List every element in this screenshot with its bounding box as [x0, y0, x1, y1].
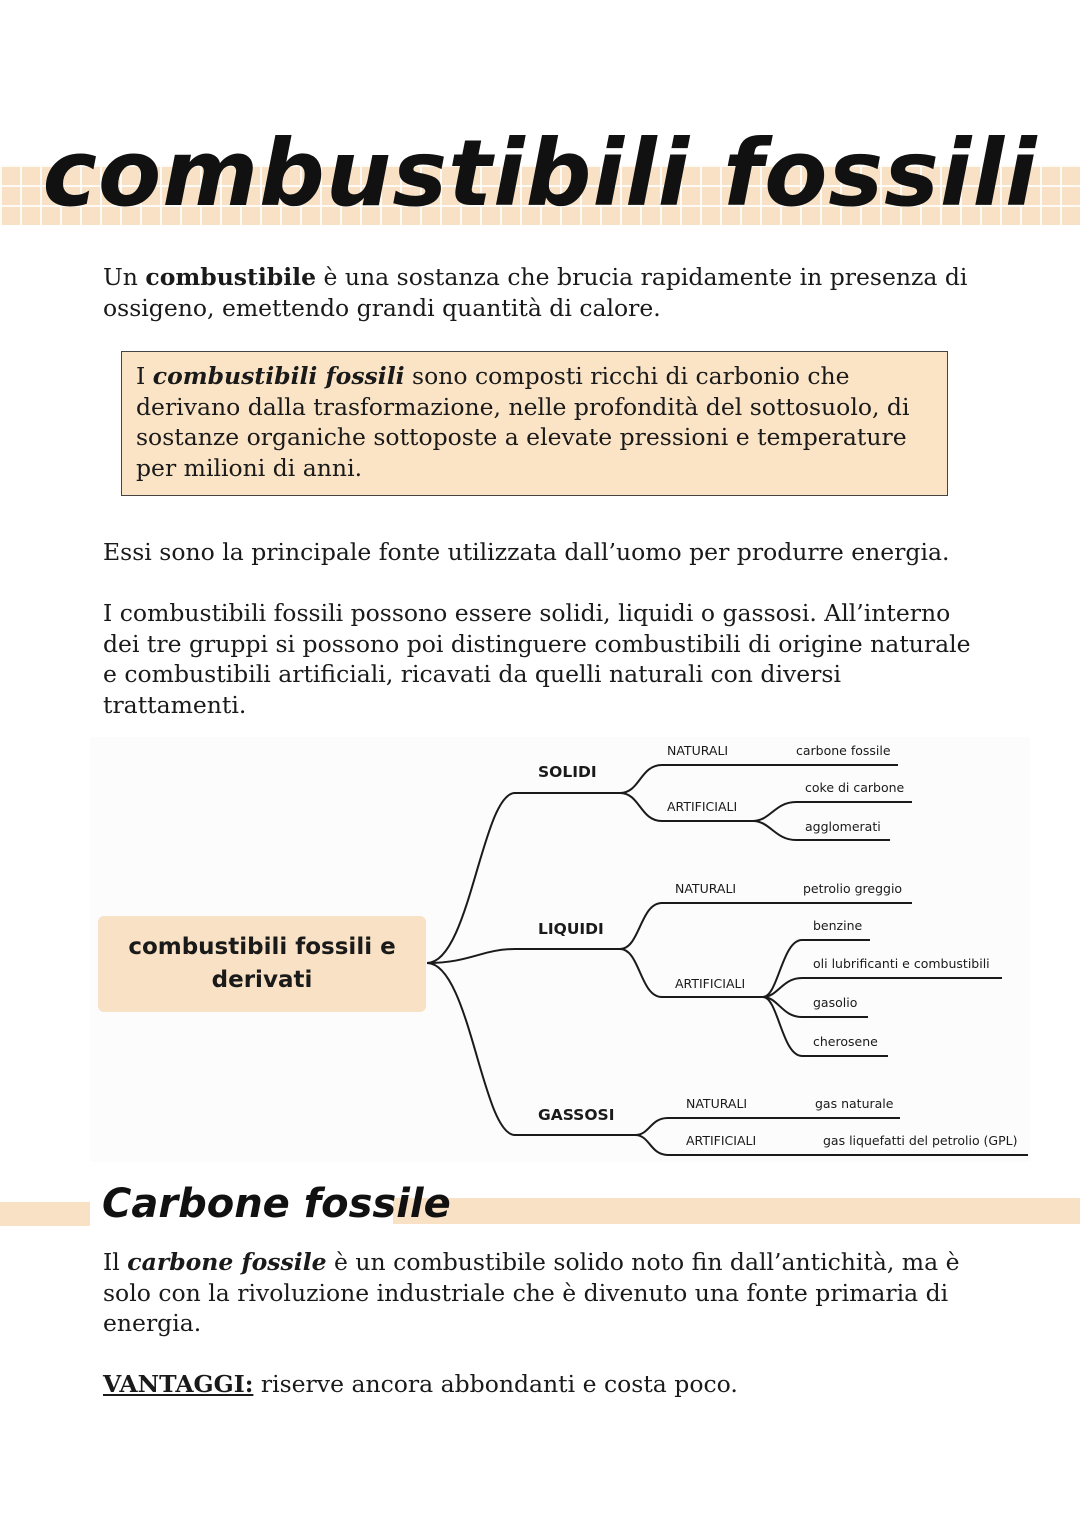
branch-liquidi-naturali: [620, 903, 662, 949]
branch-solidi-artificiali: [620, 793, 662, 821]
branch-coke: [753, 802, 796, 821]
definition-term: combustibili fossili: [152, 362, 405, 390]
branch-root-solidi: [427, 793, 515, 963]
intro-term: combustibile: [145, 263, 317, 291]
label-liquidi-naturali: NATURALI: [675, 881, 737, 896]
leaf-oli-lubrificanti: oli lubrificanti e combustibili: [813, 956, 990, 971]
carbone-suffix: è un combustibile solido noto fin dall’antichità, ma è solo con la rivoluzione industriale che è divenuto una fonte primaria di energia.: [103, 1248, 960, 1337]
leaf-petrolio-greggio: petrolio greggio: [803, 881, 903, 896]
branch-root-gassosi: [427, 963, 515, 1135]
intro-suffix: è una sostanza che brucia rapidamente in presenza di ossigeno, emettendo grandi quantità di calore.: [103, 263, 968, 322]
vantaggi-label: VANTAGGI:: [103, 1370, 254, 1398]
leaf-carbone-fossile: carbone fossile: [796, 743, 891, 758]
label-gassosi: GASSOSI: [538, 1106, 615, 1124]
page-title: combustibili fossili: [42, 120, 1038, 227]
leaf-agglomerati: agglomerati: [805, 819, 881, 834]
energy-paragraph: Essi sono la principale fonte utilizzata dall’uomo per produrre energia.: [103, 538, 950, 566]
label-gassosi-artificiali: ARTIFICIALI: [686, 1133, 757, 1148]
leaf-benzine: benzine: [813, 918, 863, 933]
branch-benzine: [763, 940, 802, 997]
branch-agglomerati: [753, 821, 796, 840]
label-solidi-artificiali: ARTIFICIALI: [667, 799, 738, 814]
leaf-gas-naturale: gas naturale: [815, 1096, 894, 1111]
section-title: Carbone fossile: [102, 1181, 451, 1227]
label-liquidi: LIQUIDI: [538, 920, 604, 938]
leaf-gpl: gas liquefatti del petrolio (GPL): [823, 1133, 1018, 1148]
branch-cherosene: [763, 997, 802, 1056]
branch-gassosi-artificiali: [635, 1135, 668, 1155]
carbone-prefix: Il: [103, 1248, 128, 1276]
label-solidi-naturali: NATURALI: [667, 743, 729, 758]
section-band-right: [393, 1198, 1080, 1224]
vantaggi-paragraph: [103, 1369, 983, 1400]
section-band-left: [0, 1202, 90, 1226]
label-solidi: SOLIDI: [538, 763, 597, 781]
types-paragraph: I combustibili fossili possono essere solidi, liquidi o gassosi. All’interno dei tre gruppi si possono poi distinguere combustibili di origine naturale e combustibili artificiali, ricavati da quelli naturali con diversi trattamenti.: [103, 599, 971, 719]
branch-gassosi-naturali: [635, 1118, 668, 1135]
branch-solidi-naturali: [620, 765, 662, 793]
intro-prefix: Un: [103, 263, 146, 291]
diagram-root-node: combustibili fossili e derivati: [98, 916, 426, 1012]
leaf-gasolio: gasolio: [813, 995, 858, 1010]
carbone-term: carbone fossile: [127, 1248, 327, 1276]
carbone-paragraph: [103, 1247, 973, 1339]
vantaggi-text: riserve ancora abbondanti e costa poco.: [253, 1370, 738, 1398]
label-gassosi-naturali: NATURALI: [686, 1096, 748, 1111]
leaf-cherosene: cherosene: [813, 1034, 878, 1049]
label-liquidi-artificiali: ARTIFICIALI: [675, 976, 746, 991]
definition-prefix: I: [136, 362, 153, 390]
branch-liquidi-artificiali: [620, 949, 662, 997]
leaf-coke: coke di carbone: [805, 780, 905, 795]
definition-suffix: sono composti ricchi di carbonio che derivano dalla trasformazione, nelle profondità del sottosuolo, di sostanze organiche sottoposte a elevate pressioni e temperature per milioni di anni.: [136, 362, 910, 482]
